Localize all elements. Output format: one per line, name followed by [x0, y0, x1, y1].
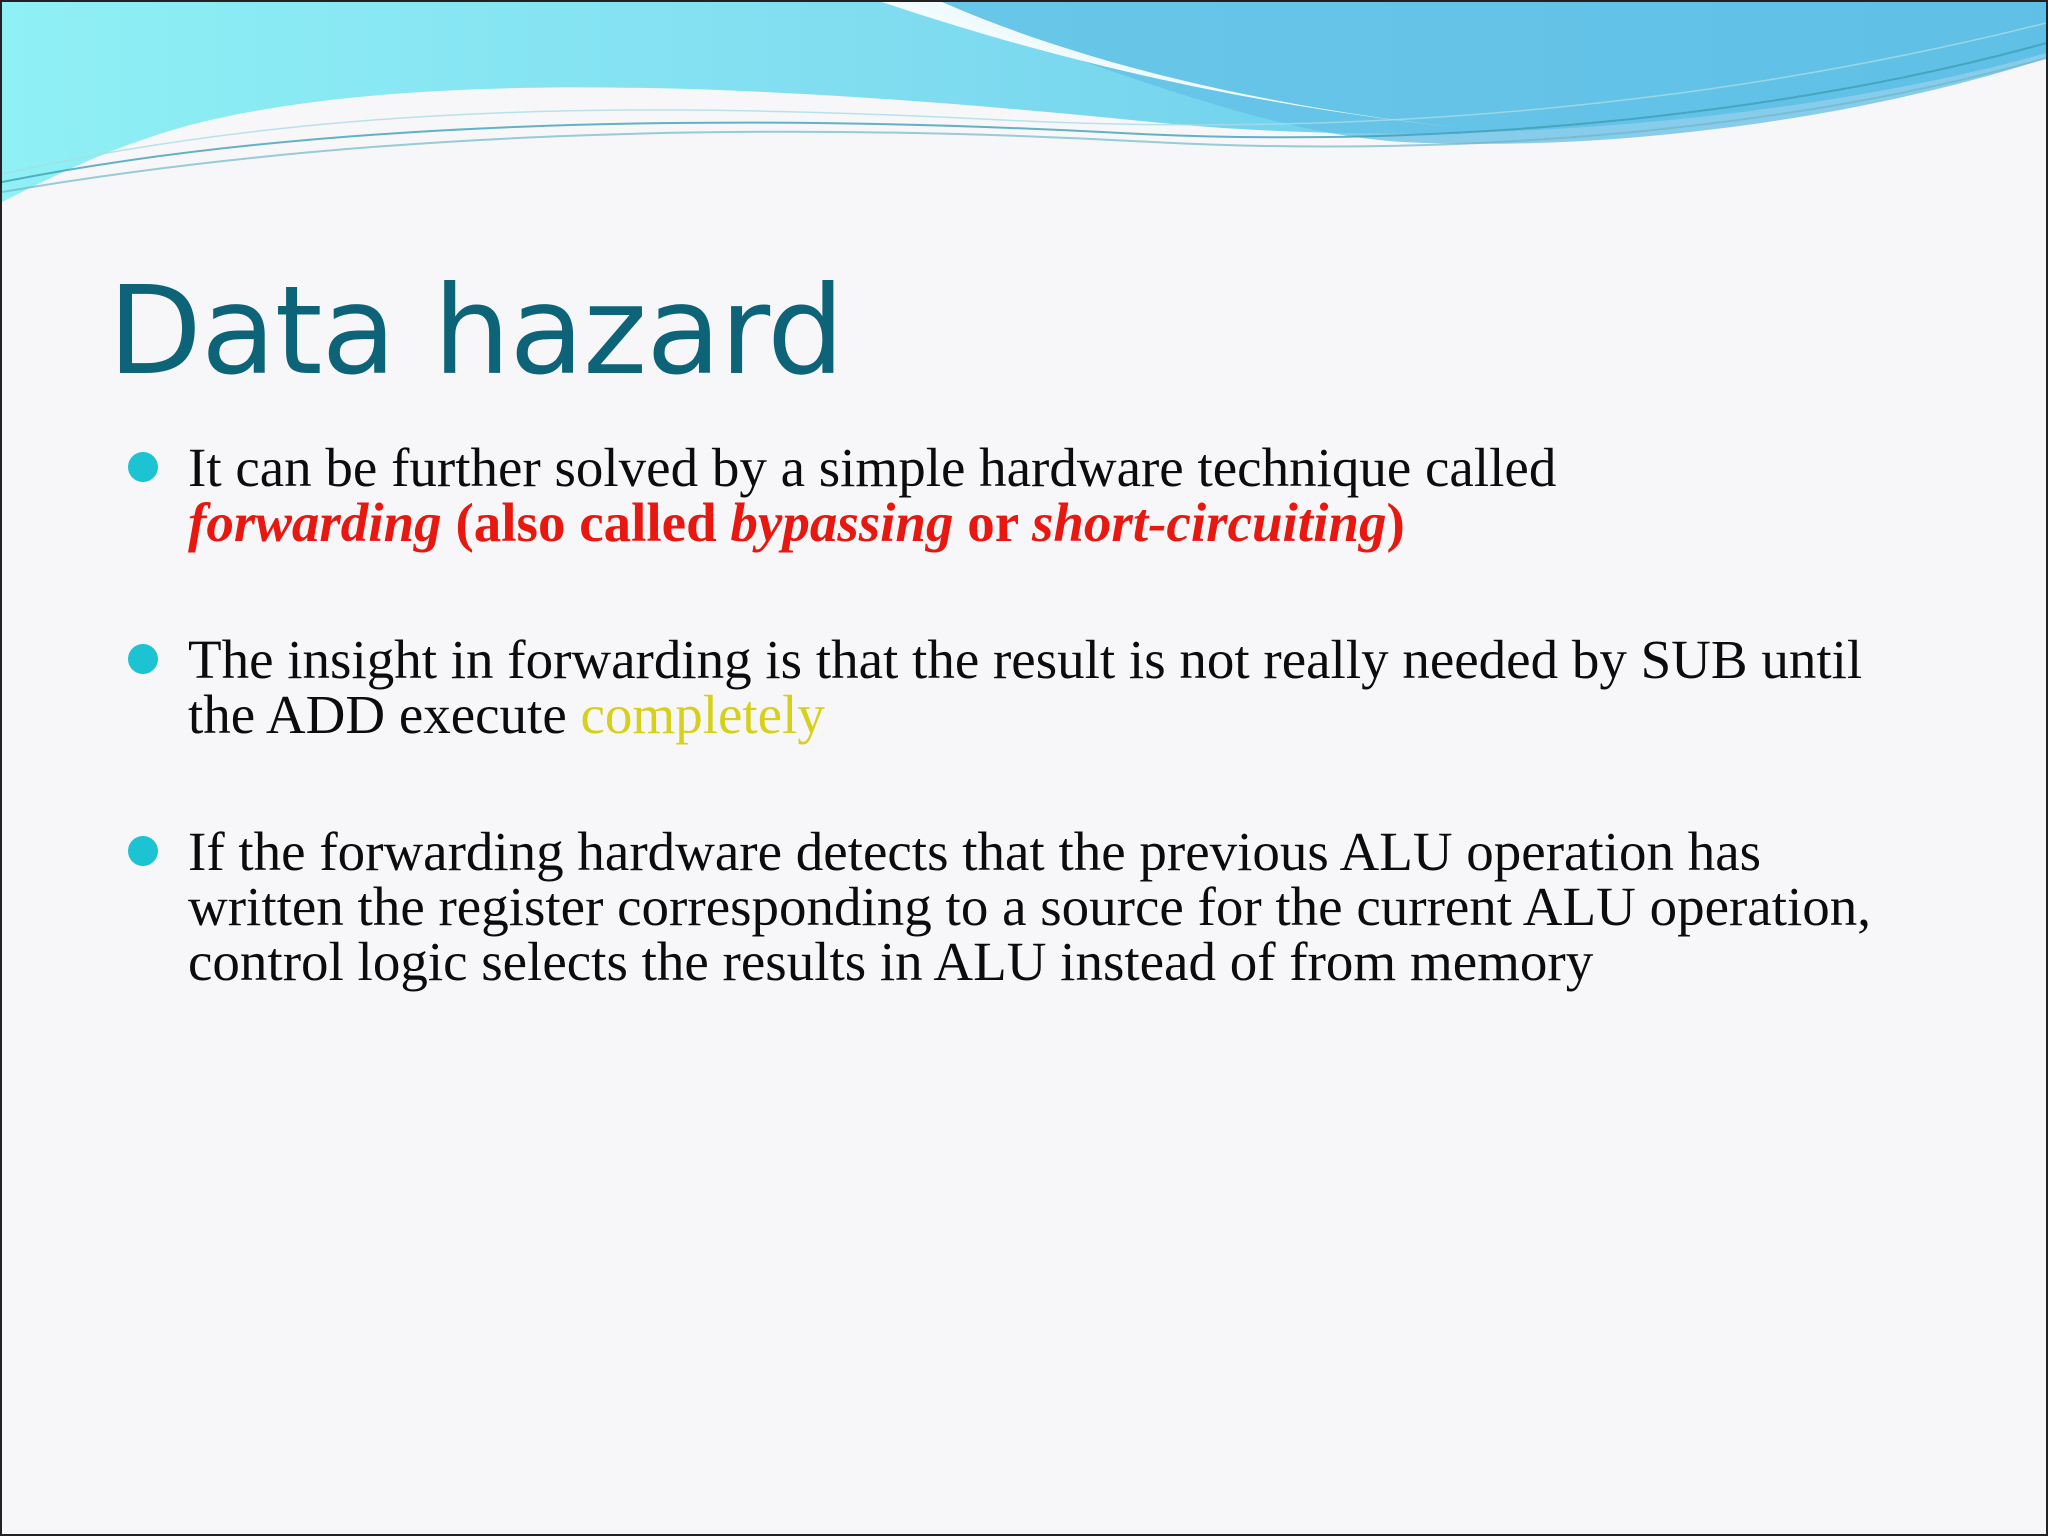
bullet-item-forwarding-hardware: [128, 821, 1928, 992]
term-forwarding: forwarding: [188, 492, 442, 553]
term-paren-close: ): [1386, 492, 1405, 553]
filled-circle-icon: [128, 644, 158, 674]
term-paren-open: (also called: [441, 492, 731, 553]
header-wave-decoration: [2, 2, 2048, 242]
filled-circle-icon: [128, 452, 158, 482]
bullet-list: [128, 437, 1928, 992]
term-bypassing: bypassing: [730, 492, 954, 553]
bullet-item-insight: [128, 629, 1928, 745]
slide-title: Data hazard: [108, 260, 844, 402]
bullet-item-forwarding: [128, 437, 1928, 553]
highlight-completely: completely: [580, 684, 825, 745]
bullet-text: If the forwarding hardware detects that the previous ALU operation has written the register corresponding to a source for the current ALU operation, control logic selects the results in ALU instead of from memory: [188, 821, 1872, 992]
term-or: or: [953, 492, 1032, 553]
bullet-text: It can be further solved by a simple hardware technique called: [188, 437, 1557, 498]
filled-circle-icon: [128, 836, 158, 866]
bullet-text: The insight in forwarding is that the result is not really needed by SUB until the ADD execute: [188, 629, 1863, 745]
term-short-circuiting: short-circuiting: [1031, 492, 1387, 553]
